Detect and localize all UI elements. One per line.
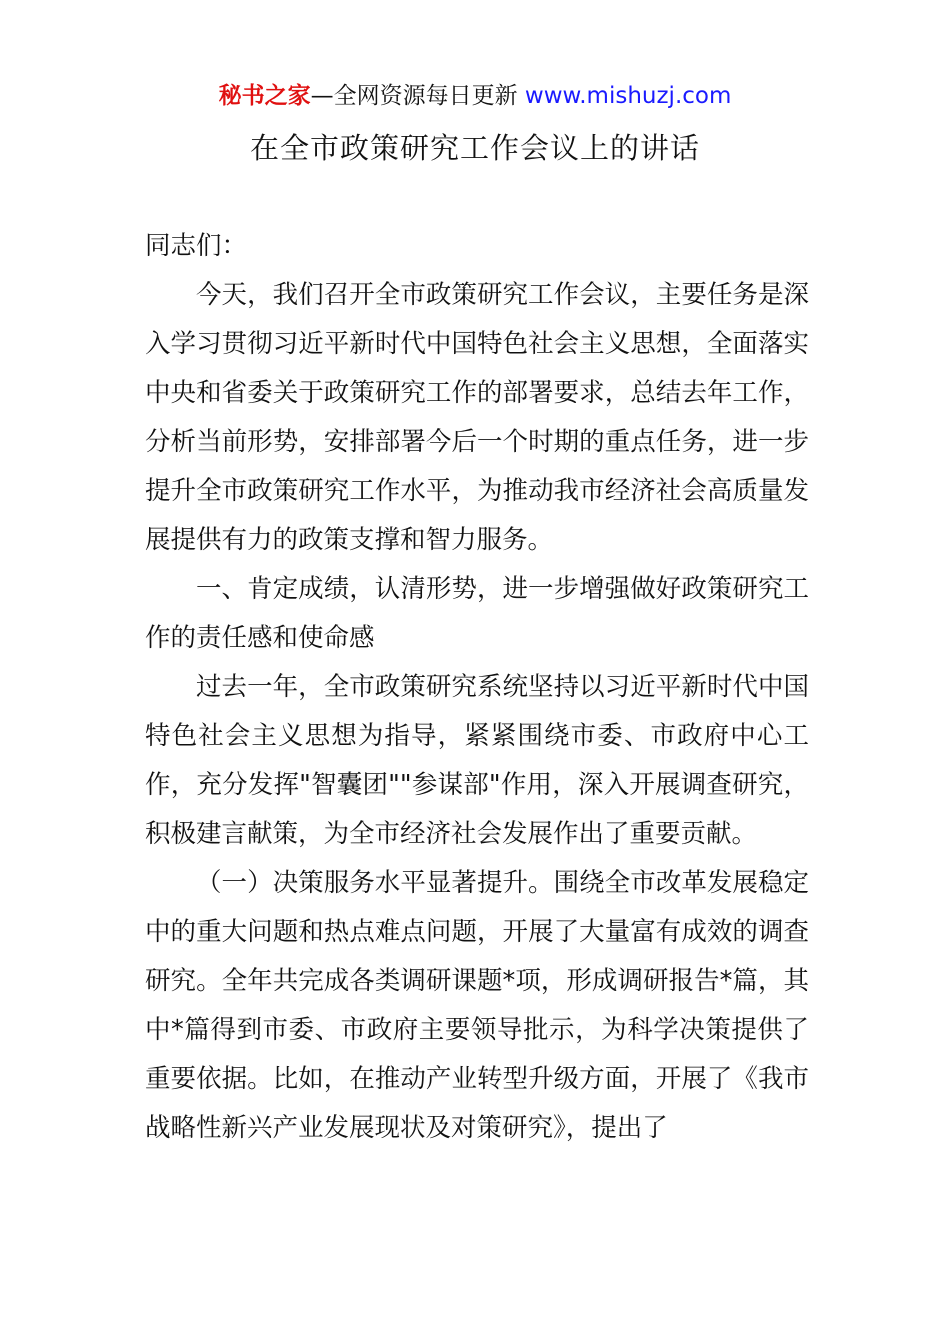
paragraph-subsection-1: （一）决策服务水平显著提升。围绕全市改革发展稳定中的重大问题和热点难点问题，开展了大量富有成效的调查研究。全年共完成各类调研课题*项，形成调研报告*篇，其中*篇得到市委、市政府主要领导批示，为科学决策提供了重要依据。比如，在推动产业转型升级方面，开展了《我市战略性新兴产业发展现状及对策研究》，提出了 [145, 868, 809, 1143]
brand-name: 秘书之家 [218, 83, 311, 109]
paragraph-review: 过去一年，全市政策研究系统坚持以习近平新时代中国特色社会主义思想为指导，紧紧围绕市委、市政府中心工作，充分发挥"智囊团""参谋部"作用，深入开展调查研究，积极建言献策，为全市经济社会发展作出了重要贡献。 [145, 672, 809, 849]
site-banner [0, 80, 950, 112]
salutation: 同志们： [145, 231, 248, 261]
site-url[interactable]: www.mishuzj.com [524, 83, 732, 109]
banner-slogan: —全网资源每日更新 [310, 83, 518, 109]
document-body [145, 222, 809, 1153]
document-title: 在全市政策研究工作会议上的讲话 [249, 131, 700, 165]
paragraph-intro: 今天，我们召开全市政策研究工作会议，主要任务是深入学习贯彻习近平新时代中国特色社会主义思想，全面落实中央和省委关于政策研究工作的部署要求，总结去年工作，分析当前形势，安排部署今后一个时期的重点任务，进一步提升全市政策研究工作水平，为推动我市经济社会高质量发展提供有力的政策支撑和智力服务。 [145, 280, 809, 555]
section-heading-1: 一、肯定成绩，认清形势，进一步增强做好政策研究工作的责任感和使命感 [145, 574, 809, 653]
